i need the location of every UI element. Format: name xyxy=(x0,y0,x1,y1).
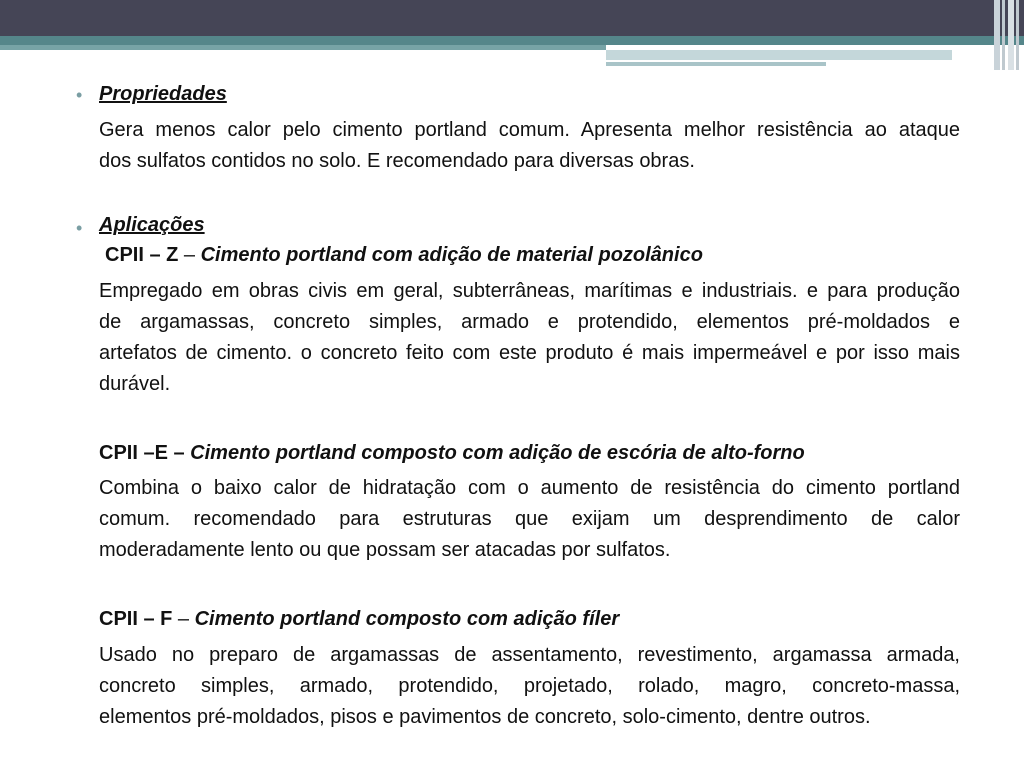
item-title-cpii-f xyxy=(99,604,960,635)
item-code: CPII – Z xyxy=(105,244,179,266)
section-heading-aplicacoes xyxy=(99,210,960,241)
item-title: Cimento portland composto com adição fíler xyxy=(194,608,620,630)
paragraph-line: Empregado em obras civis em geral, subterrâneas, marítimas e industriais. e para produção xyxy=(99,280,960,302)
paragraph-line: concreto simples, armado, protendido, projetado, rolado, magro, concreto-massa, xyxy=(99,675,960,697)
paragraph-line: durável. xyxy=(99,373,171,395)
paragraph-line: comum. recomendado para estruturas que exijam um desprendimento de calor xyxy=(99,508,960,530)
section-heading-propriedades xyxy=(99,79,960,110)
paragraph-line: Usado no preparo de argamassas de assentamento, revestimento, argamassa armada, xyxy=(99,644,960,666)
item-title-cpii-e xyxy=(99,438,960,469)
paragraph-line: moderadamente lento ou que possam ser atacadas por sulfatos. xyxy=(99,539,671,561)
paragraph-line: Gera menos calor pelo cimento portland comum. Apresenta melhor resistência ao ataque xyxy=(99,119,960,141)
item-separator: – xyxy=(178,244,201,266)
item-title-cpii-z xyxy=(105,240,966,271)
item-separator: – xyxy=(172,608,195,630)
paragraph-line: de argamassas, concreto simples, armado e protendido, elementos pré-moldados e xyxy=(99,311,960,333)
heading-text: Aplicações xyxy=(99,214,205,236)
paragraph-line: dos sulfatos contidos no solo. E recomendado para diversas obras. xyxy=(99,150,695,172)
item-title: Cimento portland composto com adição de escória de alto-forno xyxy=(190,442,805,464)
item-code: CPII – F xyxy=(99,608,173,630)
bullet-icon: • xyxy=(76,85,83,105)
bullet-icon: • xyxy=(76,218,83,238)
heading-text: Propriedades xyxy=(99,83,227,105)
paragraph-line: Combina o baixo calor de hidratação com o aumento de resistência do cimento portland xyxy=(99,477,960,499)
paragraph-line: elementos pré-moldados, pisos e pavimentos de concreto, solo-cimento, dentre outros. xyxy=(99,706,871,728)
paragraph-line: artefatos de cimento. o concreto feito com este produto é mais impermeável e por isso mais xyxy=(99,342,960,364)
item-code: CPII –E – xyxy=(99,442,185,464)
item-title: Cimento portland com adição de material pozolânico xyxy=(200,244,703,266)
